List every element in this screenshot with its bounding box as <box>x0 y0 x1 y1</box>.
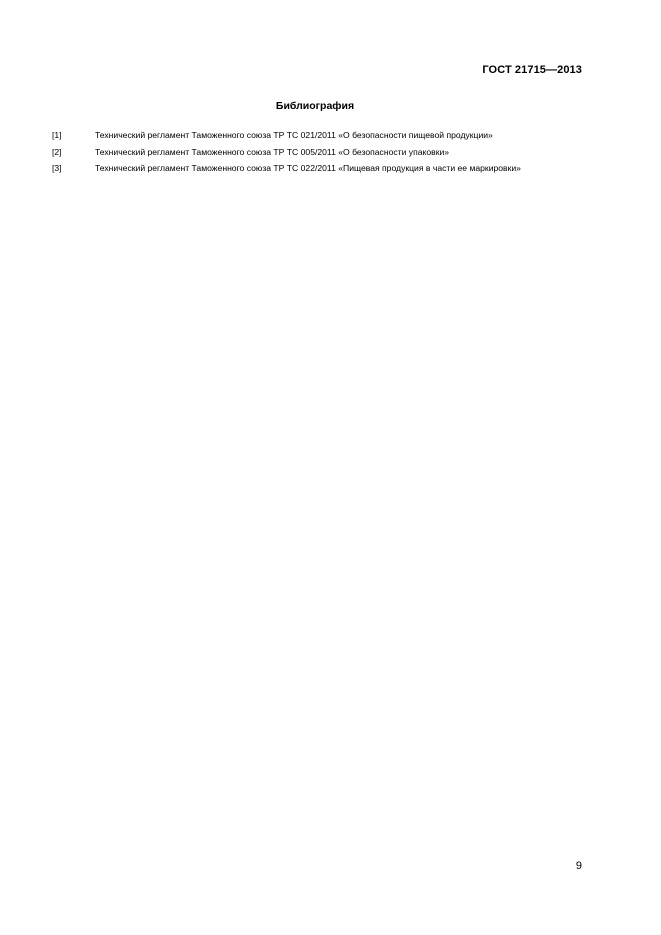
bibliography-entry-number: [2] <box>52 146 62 157</box>
bibliography-entry <box>52 163 582 174</box>
section-title: Библиография <box>275 100 355 112</box>
bibliography-entry-text: Технический регламент Таможенного союза ТР ТС 021/2011 «О безопасности пищевой продукции» <box>95 130 493 140</box>
page-number: 9 <box>575 860 582 872</box>
document-code: ГОСТ 21715—2013 <box>482 64 582 76</box>
bibliography-entry-text: Технический регламент Таможенного союза ТР ТС 022/2011 «Пищевая продукция в части ее маркировки» <box>95 163 521 173</box>
bibliography-list <box>52 130 582 180</box>
bibliography-entry <box>52 147 582 158</box>
bibliography-entry-number: [1] <box>52 130 62 140</box>
bibliography-entry-number: [3] <box>52 163 62 173</box>
bibliography-entry <box>52 130 582 141</box>
bibliography-entry-text: Технический регламент Таможенного союза ТР ТС 005/2011 «О безопасности упаковки» <box>95 146 450 157</box>
